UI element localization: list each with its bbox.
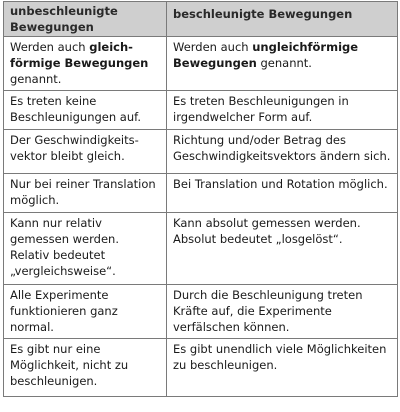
cell-unaccelerated: Kann nur relativ gemessen werden. Relativ bedeutet „vergleichsweise“. (4, 213, 167, 285)
cell-accelerated: Es gibt unendlich viele Möglichkeiten zu beschleunigen. (167, 339, 398, 397)
table-row (4, 37, 398, 91)
cell-text-bold: gleichförmige Bewegungen (10, 40, 149, 70)
table-header-row (4, 2, 398, 37)
cell-accelerated: Bei Translation und Rotation möglich. (167, 174, 398, 213)
cell-accelerated: Richtung und/oder Betrag des Geschwindigkeitsvektors ändern sich. (167, 130, 398, 174)
table-row (4, 339, 398, 397)
table-row (4, 91, 398, 130)
comparison-table (3, 1, 398, 397)
cell-unaccelerated: Alle Experimente funktionieren ganz normal. (4, 285, 167, 339)
table-row (4, 130, 398, 174)
cell-unaccelerated: Der Geschwindigkeitsvektor bleibt gleich. (4, 130, 167, 174)
table-row (4, 285, 398, 339)
table-row (4, 213, 398, 285)
cell-text-bold: ungleichförmige Bewegungen (173, 40, 359, 70)
cell-accelerated: Kann absolut gemessen werden. Absolut bedeutet „losgelöst“. (167, 213, 398, 285)
table-row (4, 174, 398, 213)
header-accelerated: beschleunigte Bewegungen (167, 2, 398, 37)
comparison-table-container (3, 1, 397, 397)
cell-text-pre: Werden auch (10, 40, 90, 54)
cell-accelerated (167, 37, 398, 91)
cell-text-pre: Werden auch (173, 40, 253, 54)
cell-unaccelerated (4, 37, 167, 91)
cell-text-post: genannt. (256, 56, 312, 70)
cell-unaccelerated: Nur bei reiner Translation möglich. (4, 174, 167, 213)
cell-accelerated: Es treten Beschleunigungen in irgendwelcher Form auf. (167, 91, 398, 130)
header-unaccelerated: unbeschleunigte Bewegungen (4, 2, 167, 37)
cell-unaccelerated: Es treten keine Beschleunigungen auf. (4, 91, 167, 130)
cell-unaccelerated: Es gibt nur eine Möglichkeit, nicht zu beschleunigen. (4, 339, 167, 397)
cell-accelerated: Durch die Beschleunigung treten Kräfte auf, die Experimente verfälschen können. (167, 285, 398, 339)
cell-text-post: genannt. (10, 72, 62, 86)
